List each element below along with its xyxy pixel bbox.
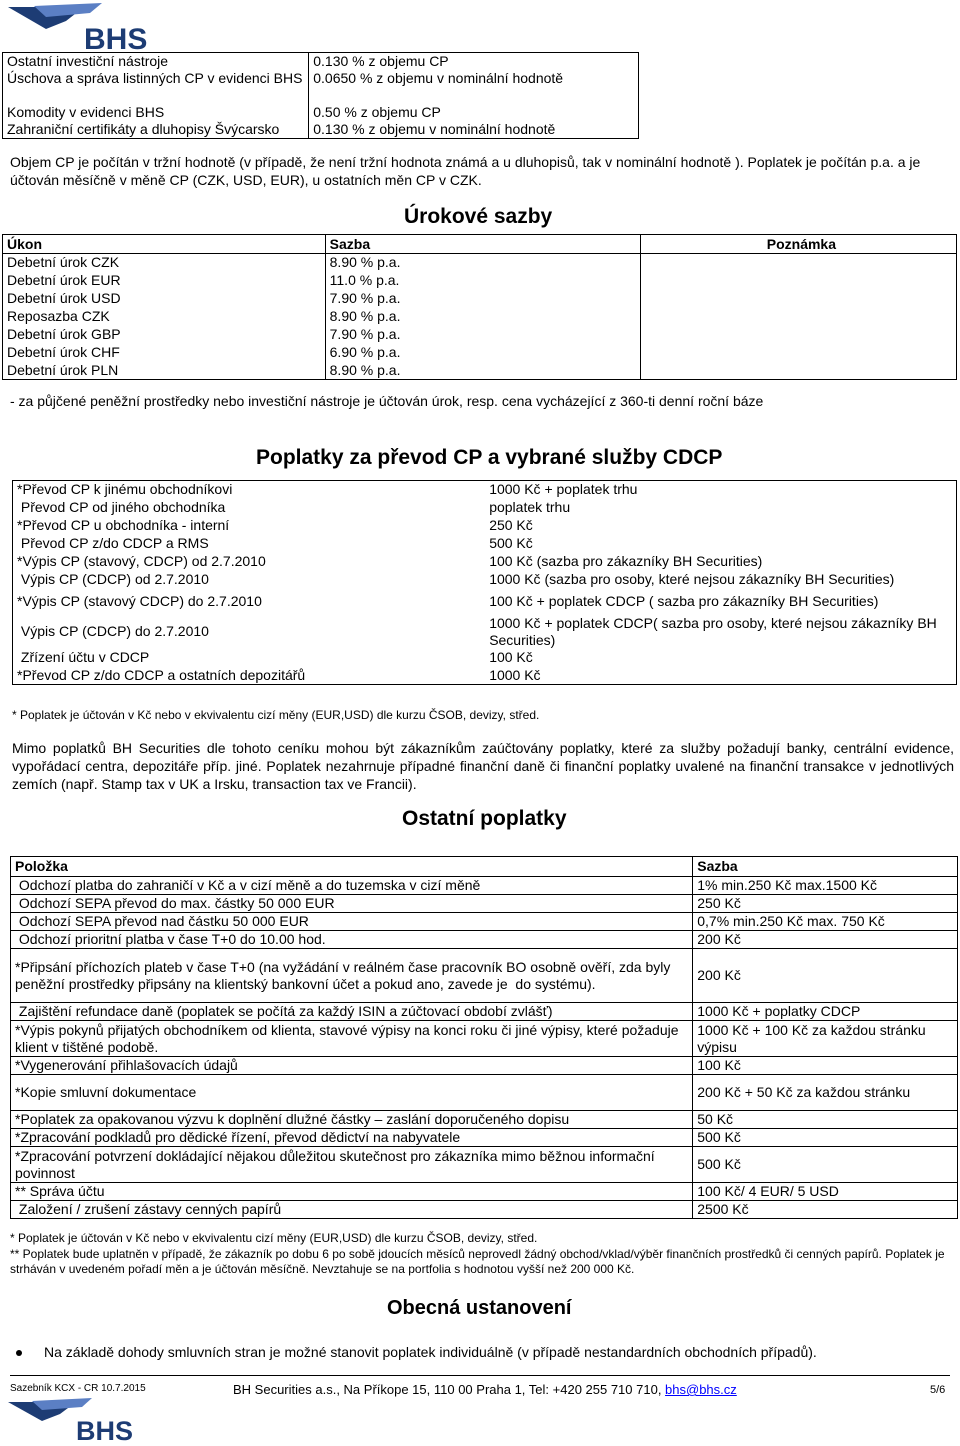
rate-note <box>641 308 957 326</box>
fee-rate: 100 Kč/ 4 EUR/ 5 USD <box>693 1183 958 1201</box>
rate-name: Debetní úrok CHF <box>7 344 120 360</box>
service-name: Zřízení účtu v CDCP <box>17 649 150 665</box>
fee-rate: 1% min.250 Kč max.1500 Kč <box>693 877 958 895</box>
ostatni-footnote-2: ** Poplatek bude uplatněn v případě, že zákazník po dobu 6 po sobě jdoucích měsíců neprovedl žádný obchod/vklad/výběr finančních prostředků či cenných papírů. Poplatek je strháván v uvedeném pořadí měn a je účtován měsíčně. Nevztahuje se na portfolia s hodnotou vyšší než 200 000 Kč. <box>10 1247 945 1276</box>
table-row <box>13 589 957 615</box>
table-row <box>13 649 957 667</box>
service-fee: 250 Kč <box>489 517 533 533</box>
fee-rate: 0.130 % z objemu CP <box>309 53 639 71</box>
prevod-footnote: * Poplatek je účtován v Kč nebo v ekvivalentu cizí měny (EUR,USD) dle kurzu ČSOB, devizy, střed. <box>12 708 540 722</box>
table-row <box>3 254 957 272</box>
table-row <box>3 272 957 290</box>
service-fee: 1000 Kč <box>489 666 541 683</box>
fee-rate: 500 Kč <box>693 1147 958 1183</box>
fee-rate: 200 Kč <box>693 949 958 1003</box>
rate-note <box>641 326 957 344</box>
table-row <box>3 290 957 308</box>
footer-left: Sazebník KCX - CR 10.7.2015 <box>10 1383 146 1394</box>
fee-item: Ostatní investiční nástroje <box>7 53 169 69</box>
table-row <box>3 121 639 139</box>
rate-name: Debetní úrok PLN <box>7 361 119 378</box>
fee-item: *Vygenerování přihlašovacích údajů <box>15 1057 238 1073</box>
rate-name: Debetní úrok GBP <box>7 326 121 342</box>
table-row <box>13 571 957 589</box>
service-fee: 1000 Kč + poplatek trhu <box>489 481 638 498</box>
fee-item: *Poplatek za opakovanou výzvu k doplnění dlužné částky – zaslání doporučeného dopisu <box>15 1111 570 1127</box>
rate-name: Debetní úrok EUR <box>7 272 121 288</box>
objem-note: Objem CP je počítán v tržní hodnotě (v případě, že není tržní hodnota známá a u dluhopisů, tak v nominální hodnotě ). Poplatek je počítán p.a. a je účtován měsíčně v měně CP (CZK, USD, EUR), u ostatních měn CP v CZK. <box>10 154 921 188</box>
table-row <box>13 481 957 499</box>
rate-value: 7.90 % p.a. <box>325 290 641 308</box>
rate-note <box>641 290 957 308</box>
mimo-paragraph: Mimo poplatků BH Securities dle tohoto ceníku mohou být zákazníkům zaúčtovány poplatky, které za služby požadují banky, centrální evidence, vypořádací centra, depozitáře příp. jiné. Poplatek nezahrnuje případné finanční daně či finanční poplatky uvalené na finanční transakce v jednotlivých zemích (např. Stamp tax v UK a Irsku, transaction tax ve Francii). <box>12 740 954 792</box>
service-fee: 100 Kč <box>489 649 533 665</box>
table-row <box>3 308 957 326</box>
table-row <box>3 53 639 71</box>
rate-value: 8.90 % p.a. <box>325 308 641 326</box>
service-fee: 1000 Kč + poplatek CDCP( sazba pro osoby, které nejsou zákazníky BH Securities) <box>489 614 937 648</box>
urokove-table <box>2 234 957 380</box>
rate-name: Debetní úrok USD <box>7 290 121 306</box>
obecna-bullet: Na základě dohody smluvních stran je možné stanovit poplatek individuálně (v případě nestandardních obchodních případů). <box>44 1344 817 1360</box>
prevod-title: Poplatky za převod CP a vybrané služby CDCP <box>256 446 723 469</box>
table-row <box>11 1003 958 1021</box>
service-name: Převod CP od jiného obchodníka <box>17 499 226 515</box>
table-row <box>13 535 957 553</box>
rate-note <box>641 362 957 380</box>
fee-rate: 0.0650 % z objemu v nominální hodnotě <box>309 70 639 104</box>
table-row <box>11 931 958 949</box>
fee-rate: 500 Kč <box>693 1129 958 1147</box>
footer-center <box>233 1382 737 1397</box>
fee-item: Odchozí SEPA převod nad částku 50 000 EUR <box>15 913 309 929</box>
fee-rate: 250 Kč <box>693 895 958 913</box>
fee-rate: 50 Kč <box>693 1111 958 1129</box>
ostatni-table <box>10 856 958 1219</box>
fee-rate: 2500 Kč <box>693 1201 958 1219</box>
fee-item: Založení / zrušení zástavy cenných papírů <box>15 1201 282 1217</box>
footer-email-link[interactable]: bhs@bhs.cz <box>665 1382 737 1397</box>
footer-rule <box>10 1375 950 1376</box>
service-name: Výpis CP (CDCP) do 2.7.2010 <box>17 623 209 639</box>
fee-rate: 0,7% min.250 Kč max. 750 Kč <box>693 913 958 931</box>
footer-address: BH Securities a.s., Na Příkope 15, 110 00 Praha 1, Tel: +420 255 710 710, <box>233 1382 666 1397</box>
fee-rate: 200 Kč + 50 Kč za každou stránku <box>693 1075 958 1111</box>
table-row <box>11 1147 958 1183</box>
table-row <box>11 1021 958 1057</box>
logo-text: BHS <box>76 1416 134 1442</box>
service-fee: 100 Kč + poplatek CDCP ( sazba pro zákazníky BH Securities) <box>489 593 879 609</box>
service-name: *Výpis CP (stavový CDCP) do 2.7.2010 <box>17 593 262 609</box>
top-fees-table <box>2 52 639 139</box>
table-row <box>13 667 957 685</box>
table-row <box>11 1201 958 1219</box>
table-row <box>11 949 958 1003</box>
service-name: *Výpis CP (stavový, CDCP) od 2.7.2010 <box>17 553 266 569</box>
table-row <box>11 1129 958 1147</box>
fee-item: *Kopie smluvní dokumentace <box>15 1084 197 1100</box>
rate-value: 11.0 % p.a. <box>325 272 641 290</box>
obecna-title: Obecná ustanovení <box>387 1297 572 1319</box>
ostatni-footnote-1: * Poplatek je účtován v Kč nebo v ekvivalentu cizí měny (EUR,USD) dle kurzu ČSOB, devizy, střed. <box>10 1231 538 1245</box>
header-poznamka: Poznámka <box>641 235 957 254</box>
urokove-note: - za půjčené peněžní prostředky nebo investiční nástroje je účtován úrok, resp. cena vycházející z 360-ti denní roční báze <box>10 393 764 409</box>
fee-item: *Zpracování podkladů pro dědické řízení, převod dědictví na nabyvatele <box>15 1129 461 1145</box>
table-row <box>13 553 957 571</box>
service-fee: 500 Kč <box>489 535 533 551</box>
fee-rate: 0.130 % z objemu v nominální hodnotě <box>309 121 639 139</box>
rate-value: 8.90 % p.a. <box>325 254 641 272</box>
fee-item: Odchozí SEPA převod do max. částky 50 000 EUR <box>15 895 335 911</box>
fee-item: *Připsání příchozích plateb v čase T+0 (na vyžádání v reálném čase pracovník BO osobně ověří, zda byly peněžní prostředky připsány na klientský bankovní účet a pokud ano, zavede je do systému). <box>15 958 675 992</box>
header-sazba: Sazba <box>693 857 958 877</box>
table-row <box>11 877 958 895</box>
rate-name: Debetní úrok CZK <box>7 254 120 271</box>
service-name: *Převod CP u obchodníka - interní <box>17 517 230 533</box>
urokove-title: Úrokové sazby <box>404 205 553 228</box>
table-row <box>3 70 639 104</box>
fee-item: Odchozí prioritní platba v čase T+0 do 10.00 hod. <box>15 931 326 947</box>
rate-note <box>641 344 957 362</box>
prevod-table <box>12 480 957 685</box>
header-polozka: Položka <box>15 858 68 874</box>
table-row <box>11 895 958 913</box>
fee-item: *Zpracování potvrzení dokládající nějakou důležitou skutečnost pro zákazníka mimo běžnou informační povinnost <box>15 1147 659 1181</box>
table-row <box>11 1057 958 1075</box>
logo-text: BHS <box>84 23 148 51</box>
service-fee: poplatek trhu <box>489 499 571 515</box>
footer-page: 5/6 <box>930 1384 946 1396</box>
fee-item: ** Správa účtu <box>15 1183 105 1199</box>
table-row <box>11 913 958 931</box>
table-row <box>3 362 957 380</box>
fee-rate: 0.50 % z objemu CP <box>309 104 639 121</box>
bhs-logo-footer <box>6 1398 156 1442</box>
rate-value: 8.90 % p.a. <box>325 362 641 380</box>
fee-item: Komodity v evidenci BHS <box>7 104 165 120</box>
table-row <box>11 1075 958 1111</box>
ostatni-title: Ostatní poplatky <box>402 807 567 830</box>
bhs-logo <box>6 3 176 51</box>
table-row <box>13 615 957 649</box>
rate-value: 7.90 % p.a. <box>325 326 641 344</box>
fee-item: Úschova a správa listinných CP v evidenci BHS <box>7 70 303 86</box>
rate-note <box>641 254 957 272</box>
fee-rate: 1000 Kč + poplatky CDCP <box>693 1003 958 1021</box>
fee-item: Zajištění refundace daně (poplatek se počítá za každý ISIN a zúčtovací období zvlášť) <box>15 1003 553 1019</box>
service-fee: 1000 Kč (sazba pro osoby, které nejsou zákazníky BH Securities) <box>489 571 895 587</box>
header-ukon: Úkon <box>7 235 42 252</box>
table-row <box>13 499 957 517</box>
table-row <box>13 517 957 535</box>
table-row <box>3 104 639 121</box>
bullet-icon <box>16 1350 22 1356</box>
table-row <box>11 1183 958 1201</box>
rate-value: 6.90 % p.a. <box>325 344 641 362</box>
fee-item: Odchozí platba do zahraničí v Kč a v cizí měně a do tuzemska v cizí měně <box>15 877 481 893</box>
service-name: *Převod CP k jinému obchodníkovi <box>17 481 233 498</box>
table-row <box>3 326 957 344</box>
fee-rate: 100 Kč <box>693 1057 958 1075</box>
table-row <box>11 1111 958 1129</box>
fee-item: Zahraniční certifikáty a dluhopisy Švýcarsko <box>7 121 280 137</box>
service-fee: 100 Kč (sazba pro zákazníky BH Securities) <box>489 553 763 569</box>
header-sazba: Sazba <box>325 235 641 254</box>
service-name: Výpis CP (CDCP) od 2.7.2010 <box>17 571 209 587</box>
fee-rate: 1000 Kč + 100 Kč za každou stránku výpisu <box>693 1021 958 1057</box>
fee-rate: 200 Kč <box>693 931 958 949</box>
rate-note <box>641 272 957 290</box>
table-row <box>3 344 957 362</box>
service-name: *Převod CP z/do CDCP a ostatních depozitářů <box>17 666 306 683</box>
fee-item: *Výpis pokynů přijatých obchodníkem od klienta, stavové výpisy na konci roku či jiné výpisy, které požaduje klient v tištěné podobě. <box>15 1021 683 1055</box>
service-name: Převod CP z/do CDCP a RMS <box>17 535 209 551</box>
rate-name: Reposazba CZK <box>7 308 110 324</box>
